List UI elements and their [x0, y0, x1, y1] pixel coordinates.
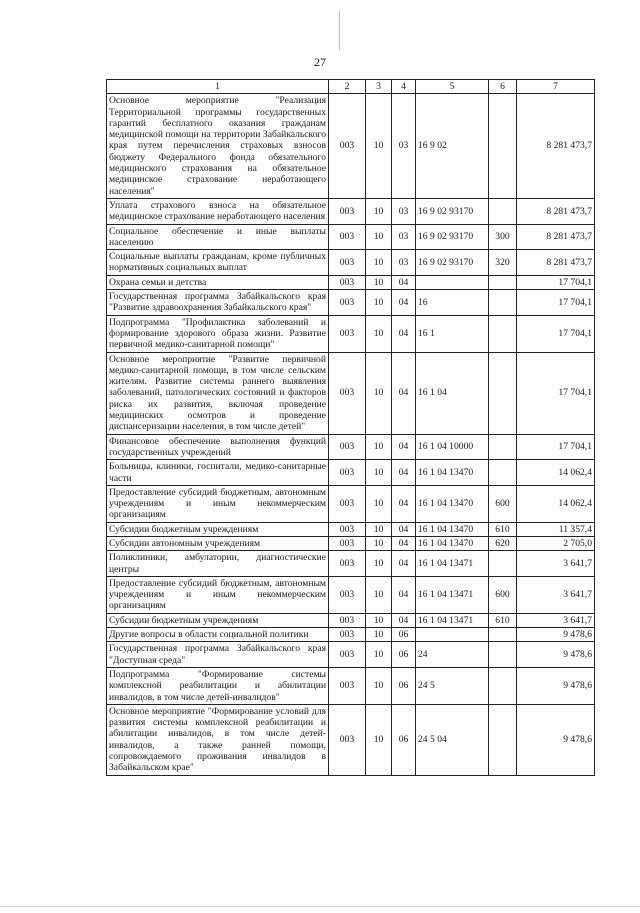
admin-code-cell: 003 — [329, 275, 366, 289]
admin-code-cell: 003 — [329, 250, 366, 276]
table-row — [107, 94, 595, 199]
section-cell: 10 — [366, 485, 392, 522]
admin-code-cell: 003 — [329, 94, 366, 199]
expense-type-cell — [489, 198, 517, 224]
subsection-cell: 06 — [392, 642, 416, 668]
target-article-cell: 16 9 02 93170 — [416, 250, 489, 276]
subsection-cell: 04 — [392, 275, 416, 289]
table-body — [107, 94, 595, 775]
amount-cell: 8 281 473,7 — [517, 250, 595, 276]
row-name-cell: Другие вопросы в области социальной политики — [107, 628, 329, 642]
header-cell: 4 — [392, 80, 416, 94]
row-name-cell: Подпрограмма "Формирование системы комплексной реабилитации и абилитации инвалидов, в том числе детей-инвалидов" — [107, 667, 329, 704]
amount-cell: 14 062,4 — [517, 485, 595, 522]
row-name-cell: Государственная программа Забайкальского края "Развитие здравоохранения Забайкальского края" — [107, 290, 329, 316]
amount-cell: 14 062,4 — [517, 460, 595, 486]
budget-table — [106, 79, 595, 776]
table-row — [107, 315, 595, 352]
expense-type-cell — [489, 275, 517, 289]
target-article-cell: 16 9 02 93170 — [416, 224, 489, 250]
amount-cell: 3 641,7 — [517, 576, 595, 613]
header-row — [107, 80, 595, 94]
row-name-cell: Финансовое обеспечение выполнения функций государственных учреждений — [107, 434, 329, 460]
row-name-cell: Подпрограмма "Профилактика заболеваний и формирование здорового образа жизни. Развитие первичной медико-санитарной помощи" — [107, 315, 329, 352]
subsection-cell: 06 — [392, 628, 416, 642]
admin-code-cell: 003 — [329, 628, 366, 642]
header-cell: 6 — [489, 80, 517, 94]
amount-cell: 9 478,6 — [517, 667, 595, 704]
subsection-cell: 04 — [392, 485, 416, 522]
subsection-cell: 04 — [392, 434, 416, 460]
section-cell: 10 — [366, 290, 392, 316]
target-article-cell: 16 1 04 13470 — [416, 522, 489, 536]
section-cell: 10 — [366, 250, 392, 276]
subsection-cell: 04 — [392, 460, 416, 486]
table-row — [107, 667, 595, 704]
row-name-cell: Уплата страхового взноса на обязательное медицинское страхование неработающего населения — [107, 198, 329, 224]
table-row — [107, 536, 595, 550]
subsection-cell: 03 — [392, 198, 416, 224]
section-cell: 10 — [366, 576, 392, 613]
amount-cell: 8 281 473,7 — [517, 198, 595, 224]
admin-code-cell: 003 — [329, 613, 366, 627]
row-name-cell: Основное мероприятие "Развитие первичной медико-санитарной помощи, в том числе сельским жителям. Развитие системы раннего выявления заболеваний, патологических состояний и факторов риска их развития, включая проведение медицинских осмотров и проведение диспансеризации населения, в том числе детей" — [107, 352, 329, 434]
target-article-cell: 16 1 04 13470 — [416, 485, 489, 522]
admin-code-cell: 003 — [329, 551, 366, 577]
table-row — [107, 224, 595, 250]
expense-type-cell — [489, 290, 517, 316]
header-cell: 3 — [366, 80, 392, 94]
table-row — [107, 250, 595, 276]
amount-cell: 11 357,4 — [517, 522, 595, 536]
section-cell: 10 — [366, 613, 392, 627]
subsection-cell: 04 — [392, 613, 416, 627]
scan-edge — [0, 906, 640, 907]
row-name-cell: Больницы, клиники, госпитали, медико-санитарные части — [107, 460, 329, 486]
subsection-cell: 03 — [392, 94, 416, 199]
table-row — [107, 485, 595, 522]
row-name-cell: Основное мероприятие "Реализация Территориальной программы государственных гарантий бесплатного оказания гражданам медицинской помощи на территории Забайкальского края путем перечисления страховых взносов бюджету Федерального фонда обязательного медицинского страхования на обязательное медицинское страхование неработающего населения" — [107, 94, 329, 199]
section-cell: 10 — [366, 704, 392, 775]
target-article-cell: 16 1 04 13470 — [416, 460, 489, 486]
admin-code-cell: 003 — [329, 522, 366, 536]
expense-type-cell — [489, 551, 517, 577]
row-name-cell: Социальное обеспечение и иные выплаты населению — [107, 224, 329, 250]
target-article-cell: 24 — [416, 642, 489, 668]
target-article-cell: 16 9 02 — [416, 94, 489, 199]
section-cell: 10 — [366, 434, 392, 460]
section-cell: 10 — [366, 551, 392, 577]
section-cell: 10 — [366, 275, 392, 289]
expense-type-cell: 600 — [489, 576, 517, 613]
admin-code-cell: 003 — [329, 576, 366, 613]
expense-type-cell — [489, 704, 517, 775]
table-row — [107, 551, 595, 577]
admin-code-cell: 003 — [329, 704, 366, 775]
amount-cell: 3 641,7 — [517, 613, 595, 627]
header-cell: 7 — [517, 80, 595, 94]
target-article-cell: 16 1 04 10000 — [416, 434, 489, 460]
table-row — [107, 576, 595, 613]
expense-type-cell — [489, 434, 517, 460]
section-cell: 10 — [366, 628, 392, 642]
target-article-cell: 16 1 04 — [416, 352, 489, 434]
amount-cell: 17 704,1 — [517, 434, 595, 460]
target-article-cell: 16 1 04 13470 — [416, 536, 489, 550]
admin-code-cell: 003 — [329, 667, 366, 704]
expense-type-cell — [489, 460, 517, 486]
table-row — [107, 613, 595, 627]
admin-code-cell: 003 — [329, 642, 366, 668]
row-name-cell: Субсидии бюджетным учреждениям — [107, 613, 329, 627]
subsection-cell: 03 — [392, 224, 416, 250]
row-name-cell: Субсидии бюджетным учреждениям — [107, 522, 329, 536]
row-name-cell: Предоставление субсидий бюджетным, автономным учреждениям и иным некоммерческим организациям — [107, 485, 329, 522]
target-article-cell: 16 1 04 13471 — [416, 551, 489, 577]
section-cell: 10 — [366, 642, 392, 668]
expense-type-cell — [489, 94, 517, 199]
expense-type-cell: 610 — [489, 613, 517, 627]
amount-cell: 9 478,6 — [517, 642, 595, 668]
target-article-cell — [416, 275, 489, 289]
expense-type-cell: 610 — [489, 522, 517, 536]
subsection-cell: 04 — [392, 551, 416, 577]
target-article-cell: 24 5 04 — [416, 704, 489, 775]
amount-cell: 9 478,6 — [517, 704, 595, 775]
amount-cell: 17 704,1 — [517, 352, 595, 434]
expense-type-cell: 600 — [489, 485, 517, 522]
admin-code-cell: 003 — [329, 315, 366, 352]
header-cell: 5 — [416, 80, 489, 94]
subsection-cell: 04 — [392, 576, 416, 613]
header-cell: 2 — [329, 80, 366, 94]
table-row — [107, 522, 595, 536]
amount-cell: 17 704,1 — [517, 315, 595, 352]
section-cell: 10 — [366, 460, 392, 486]
table-row — [107, 275, 595, 289]
target-article-cell: 24 5 — [416, 667, 489, 704]
subsection-cell: 04 — [392, 315, 416, 352]
expense-type-cell: 620 — [489, 536, 517, 550]
section-cell: 10 — [366, 315, 392, 352]
section-cell: 10 — [366, 536, 392, 550]
expense-type-cell: 320 — [489, 250, 517, 276]
target-article-cell: 16 1 04 13471 — [416, 613, 489, 627]
expense-type-cell — [489, 315, 517, 352]
expense-type-cell — [489, 667, 517, 704]
section-cell: 10 — [366, 522, 392, 536]
target-article-cell: 16 1 — [416, 315, 489, 352]
table-row — [107, 642, 595, 668]
subsection-cell: 04 — [392, 352, 416, 434]
table-row — [107, 352, 595, 434]
section-cell: 10 — [366, 224, 392, 250]
admin-code-cell: 003 — [329, 485, 366, 522]
target-article-cell: 16 — [416, 290, 489, 316]
expense-type-cell: 300 — [489, 224, 517, 250]
amount-cell: 8 281 473,7 — [517, 224, 595, 250]
target-article-cell — [416, 628, 489, 642]
admin-code-cell: 003 — [329, 198, 366, 224]
admin-code-cell: 003 — [329, 224, 366, 250]
page-number: 27 — [314, 55, 326, 69]
admin-code-cell: 003 — [329, 290, 366, 316]
section-cell: 10 — [366, 667, 392, 704]
admin-code-cell: 003 — [329, 352, 366, 434]
table-row — [107, 704, 595, 775]
amount-cell: 9 478,6 — [517, 628, 595, 642]
amount-cell: 3 641,7 — [517, 551, 595, 577]
expense-type-cell — [489, 642, 517, 668]
admin-code-cell: 003 — [329, 434, 366, 460]
row-name-cell: Субсидии автономным учреждениям — [107, 536, 329, 550]
subsection-cell: 04 — [392, 290, 416, 316]
section-cell: 10 — [366, 352, 392, 434]
amount-cell: 8 281 473,7 — [517, 94, 595, 199]
subsection-cell: 06 — [392, 667, 416, 704]
row-name-cell: Поликлиники, амбулатории, диагностические центры — [107, 551, 329, 577]
row-name-cell: Государственная программа Забайкальского края "Доступная среда" — [107, 642, 329, 668]
amount-cell: 17 704,1 — [517, 290, 595, 316]
table-row — [107, 434, 595, 460]
target-article-cell: 16 1 04 13471 — [416, 576, 489, 613]
section-cell: 10 — [366, 94, 392, 199]
table-row — [107, 628, 595, 642]
expense-type-cell — [489, 628, 517, 642]
row-name-cell: Предоставление субсидий бюджетным, автономным учреждениям и иным некоммерческим организациям — [107, 576, 329, 613]
amount-cell: 2 705,0 — [517, 536, 595, 550]
table-row — [107, 290, 595, 316]
table-row — [107, 460, 595, 486]
amount-cell: 17 704,1 — [517, 275, 595, 289]
subsection-cell: 06 — [392, 704, 416, 775]
admin-code-cell: 003 — [329, 536, 366, 550]
subsection-cell: 04 — [392, 536, 416, 550]
subsection-cell: 03 — [392, 250, 416, 276]
row-name-cell: Основное мероприятие "Формирование условий для развития системы комплексной реабилитации и абилитации инвалидов, в том числе детей-инвалидов, а также ранней помощи, сопровождаемого проживания инвалидов в Забайкальском крае" — [107, 704, 329, 775]
section-cell: 10 — [366, 198, 392, 224]
header-cell: 1 — [107, 80, 329, 94]
binding-line — [339, 10, 340, 50]
row-name-cell: Охрана семьи и детства — [107, 275, 329, 289]
row-name-cell: Социальные выплаты гражданам, кроме публичных нормативных социальных выплат — [107, 250, 329, 276]
subsection-cell: 04 — [392, 522, 416, 536]
expense-type-cell — [489, 352, 517, 434]
table-row — [107, 198, 595, 224]
admin-code-cell: 003 — [329, 460, 366, 486]
target-article-cell: 16 9 02 93170 — [416, 198, 489, 224]
